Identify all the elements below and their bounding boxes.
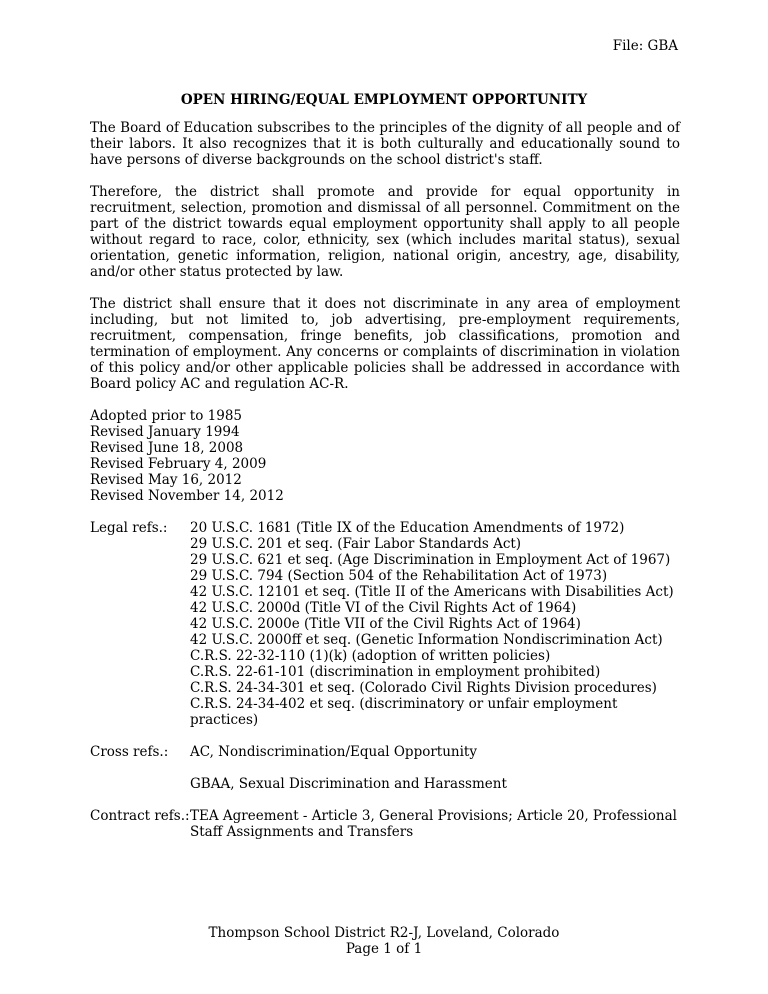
legal-refs-block bbox=[90, 520, 680, 728]
paragraph-intro: The Board of Education subscribes to the principles of the dignity of all people and of their labors. It also recognizes that it is both culturally and educationally sound to have persons of diverse backgrounds on the school district's staff. bbox=[90, 120, 680, 168]
page-footer bbox=[0, 925, 768, 957]
history-line: Revised June 18, 2008 bbox=[90, 440, 244, 456]
history-line: Revised November 14, 2012 bbox=[90, 488, 284, 504]
legal-ref-item: C.R.S. 22-32-110 (1)(k) (adoption of written policies) bbox=[190, 648, 551, 664]
legal-ref-item: 29 U.S.C. 201 et seq. (Fair Labor Standards Act) bbox=[190, 536, 522, 552]
footer-page-number: Page 1 of 1 bbox=[345, 941, 423, 957]
policy-body bbox=[90, 120, 680, 856]
history-line: Revised January 1994 bbox=[90, 424, 240, 440]
history-line: Adopted prior to 1985 bbox=[90, 408, 242, 424]
cross-refs-label: Cross refs.: bbox=[90, 744, 169, 760]
legal-ref-item: 42 U.S.C. 2000ff et seq. (Genetic Information Nondiscrimination Act) bbox=[190, 632, 663, 648]
legal-ref-item: 29 U.S.C. 794 (Section 504 of the Rehabilitation Act of 1973) bbox=[190, 568, 608, 584]
legal-ref-item: C.R.S. 22-61-101 (discrimination in employment prohibited) bbox=[190, 664, 601, 680]
revision-history bbox=[90, 408, 680, 504]
legal-refs-label: Legal refs.: bbox=[90, 520, 168, 536]
history-line: Revised May 16, 2012 bbox=[90, 472, 242, 488]
legal-ref-item: 29 U.S.C. 621 et seq. (Age Discrimination in Employment Act of 1967) bbox=[190, 552, 671, 568]
cross-ref-item: AC, Nondiscrimination/Equal Opportunity bbox=[190, 744, 477, 760]
cross-refs-list bbox=[190, 744, 680, 792]
legal-ref-item: 42 U.S.C. 2000d (Title VI of the Civil Rights Act of 1964) bbox=[190, 600, 577, 616]
contract-refs-list bbox=[190, 808, 680, 840]
legal-ref-item: C.R.S. 24-34-402 et seq. (discriminatory or unfair employment practices) bbox=[190, 696, 618, 728]
policy-title: OPEN HIRING/EQUAL EMPLOYMENT OPPORTUNITY bbox=[180, 92, 588, 108]
cross-ref-item: GBAA, Sexual Discrimination and Harassment bbox=[190, 776, 507, 792]
contract-refs-label: Contract refs.: bbox=[90, 808, 190, 824]
legal-refs-list bbox=[190, 520, 680, 728]
legal-ref-item: C.R.S. 24-34-301 et seq. (Colorado Civil Rights Division procedures) bbox=[190, 680, 657, 696]
footer-district: Thompson School District R2-J, Loveland, Colorado bbox=[208, 925, 560, 941]
cross-refs-block bbox=[90, 744, 680, 792]
legal-ref-item: 42 U.S.C. 2000e (Title VII of the Civil Rights Act of 1964) bbox=[190, 616, 581, 632]
contract-ref-item: TEA Agreement - Article 3, General Provisions; Article 20, Professional Staff Assignments and Transfers bbox=[190, 808, 677, 840]
contract-refs-block bbox=[90, 808, 680, 840]
paragraph-equal-opportunity: Therefore, the district shall promote and provide for equal opportunity in recruitment, selection, promotion and dismissal of all personnel. Commitment on the part of the district towards equal employment opportunity shall apply to all people without regard to race, color, ethnicity, sex (which includes marital status), sexual orientation, genetic information, religion, national origin, ancestry, age, disability, and/or other status protected by law. bbox=[90, 184, 680, 280]
legal-ref-item: 42 U.S.C. 12101 et seq. (Title II of the Americans with Disabilities Act) bbox=[190, 584, 674, 600]
file-code-label: File: GBA bbox=[612, 38, 678, 54]
paragraph-nondiscrimination: The district shall ensure that it does not discriminate in any area of employment including, but not limited to, job advertising, pre-employment requirements, recruitment, compensation, fringe benefits, job classifications, promotion and termination of employment. Any concerns or complaints of discrimination in violation of this policy and/or other applicable policies shall be addressed in accordance with Board policy AC and regulation AC-R. bbox=[90, 296, 680, 392]
legal-ref-item: 20 U.S.C. 1681 (Title IX of the Education Amendments of 1972) bbox=[190, 520, 625, 536]
history-line: Revised February 4, 2009 bbox=[90, 456, 267, 472]
